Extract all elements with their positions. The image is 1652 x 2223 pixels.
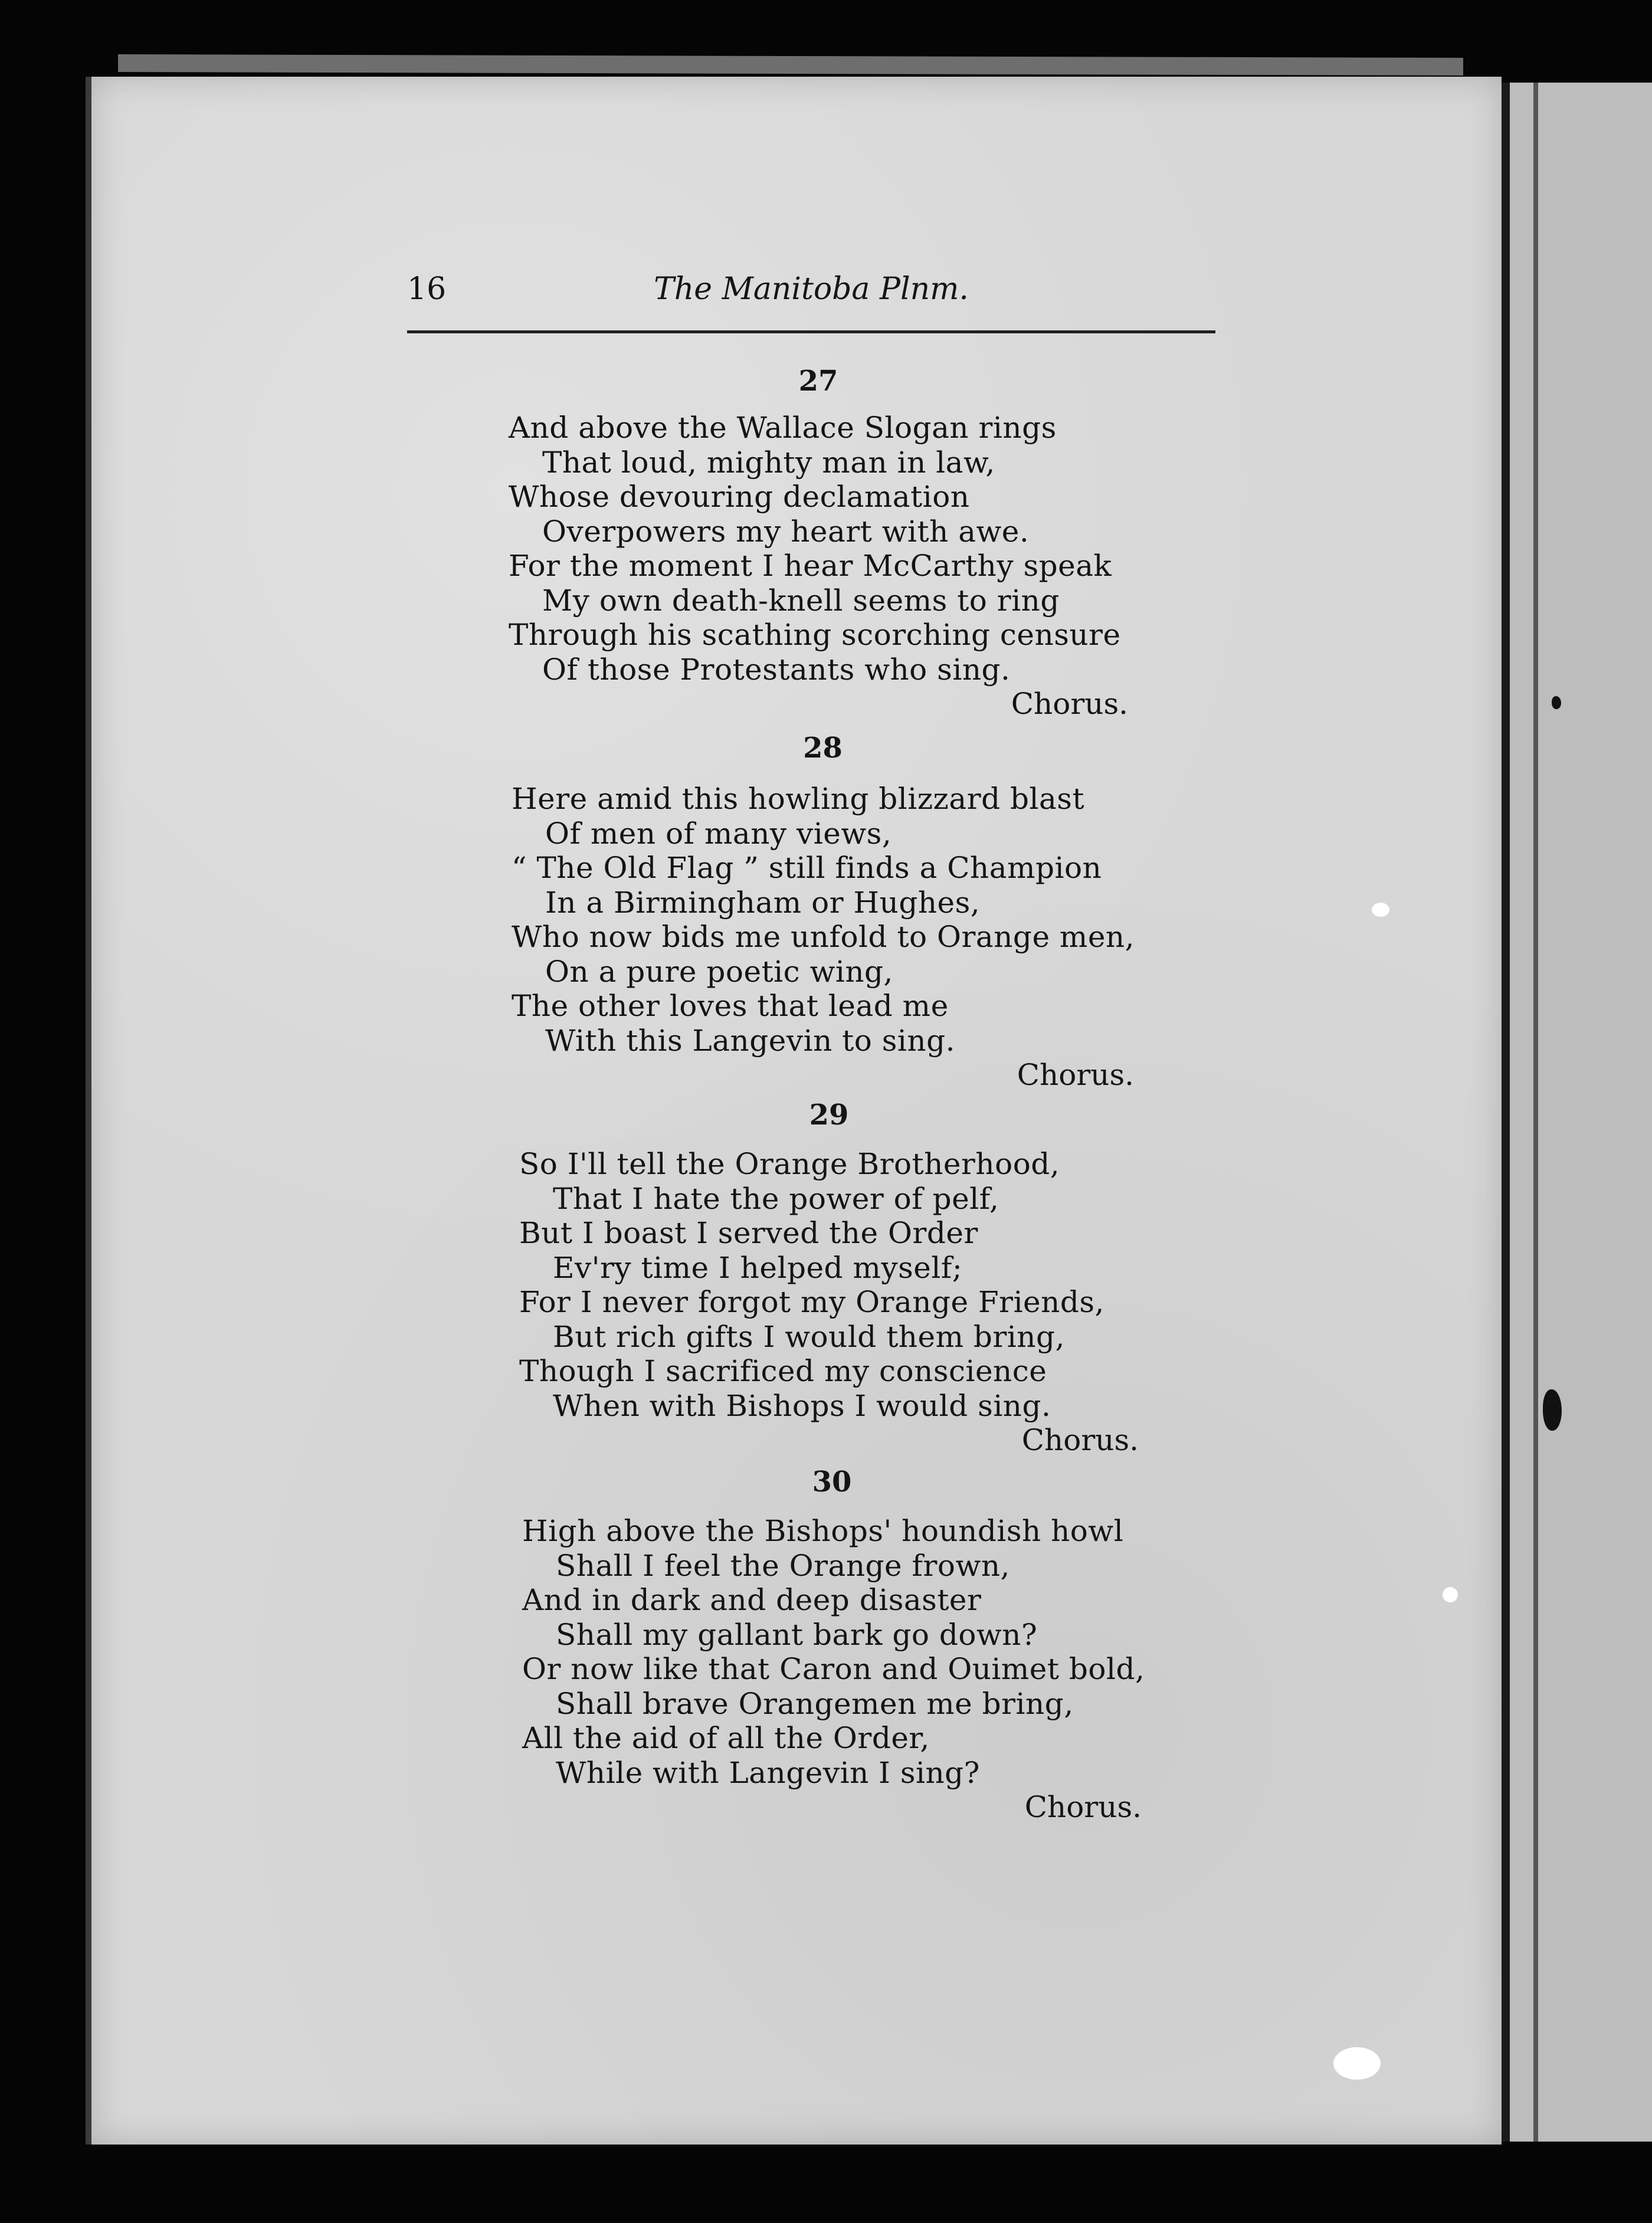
running-title: The Manitoba Plnm. — [654, 271, 969, 307]
verse-line: Shall brave Orangemen me bring, — [556, 1686, 1074, 1721]
verse-line: High above the Bishops' houndish howl — [522, 1514, 1124, 1548]
verse-line: Of those Protestants who sing. — [542, 652, 1011, 687]
verse-line: With this Langevin to sing. — [545, 1023, 956, 1058]
verse-line: In a Birmingham or Hughes, — [545, 885, 981, 920]
ink-blot — [1552, 696, 1561, 709]
paper-speck — [1372, 903, 1389, 917]
stanza-number: 28 — [803, 732, 843, 765]
stanza-number: 27 — [798, 365, 838, 398]
verse-line: Who now bids me unfold to Orange men, — [512, 920, 1135, 954]
verse-line: Overpowers my heart with awe. — [542, 514, 1030, 549]
verse-line: Or now like that Caron and Ouimet bold, — [522, 1652, 1145, 1686]
page-top-edge — [118, 54, 1463, 76]
verse-line: But rich gifts I would them bring, — [553, 1319, 1065, 1354]
paper-speck — [1333, 2047, 1381, 2080]
verse-line: Shall I feel the Orange frown, — [556, 1548, 1010, 1583]
verse-line: When with Bishops I would sing. — [553, 1388, 1051, 1423]
verse-line: So I'll tell the Orange Brotherhood, — [519, 1147, 1060, 1181]
stanza-lines — [522, 1514, 1145, 1825]
stanza-lines — [509, 411, 1128, 722]
header-rule — [407, 330, 1215, 333]
verse-line: Of men of many views, — [545, 816, 892, 851]
stanza-lines — [519, 1147, 1139, 1458]
stanza-lines — [512, 782, 1134, 1093]
chorus-label: Chorus. — [1024, 1790, 1142, 1824]
verse-line: For the moment I hear McCarthy speak — [509, 549, 1112, 583]
page-header — [407, 271, 1215, 336]
verse-line: Though I sacrificed my conscience — [519, 1354, 1047, 1388]
chorus-label: Chorus. — [1017, 1058, 1134, 1092]
verse-line: Here amid this howling blizzard blast — [512, 782, 1085, 816]
stanza-number: 30 — [812, 1465, 852, 1499]
verse-line: My own death-knell seems to ring — [542, 583, 1060, 618]
verse-line: Whose devouring declamation — [509, 480, 970, 514]
verse-line: But I boast I served the Order — [519, 1216, 978, 1250]
verse-line: “ The Old Flag ” still finds a Champion — [512, 851, 1102, 885]
verse-line: That loud, mighty man in law, — [542, 445, 995, 480]
verse-line: And in dark and deep disaster — [522, 1583, 982, 1617]
verse-line: On a pure poetic wing, — [545, 954, 893, 989]
stanza-number: 29 — [809, 1099, 849, 1132]
verse-line: Through his scathing scorching censure — [509, 618, 1121, 652]
facing-page-edge — [1502, 83, 1652, 2142]
verse-line: For I never forgot my Orange Friends, — [519, 1285, 1104, 1319]
page-number: 16 — [407, 271, 447, 307]
verse-line: While with Langevin I sing? — [556, 1755, 980, 1790]
verse-line: That I hate the power of pelf, — [553, 1181, 999, 1216]
verse-line: Shall my gallant bark go down? — [556, 1617, 1038, 1652]
verse-line: And above the Wallace Slogan rings — [509, 411, 1057, 445]
chorus-label: Chorus. — [1021, 1423, 1139, 1457]
chorus-label: Chorus. — [1011, 687, 1128, 721]
ink-blot — [1543, 1389, 1562, 1431]
paper-speck — [1443, 1587, 1458, 1602]
verse-line: All the aid of all the Order, — [522, 1721, 930, 1755]
verse-line: Ev'ry time I helped myself; — [553, 1250, 963, 1285]
verse-line: The other loves that lead me — [512, 989, 949, 1023]
